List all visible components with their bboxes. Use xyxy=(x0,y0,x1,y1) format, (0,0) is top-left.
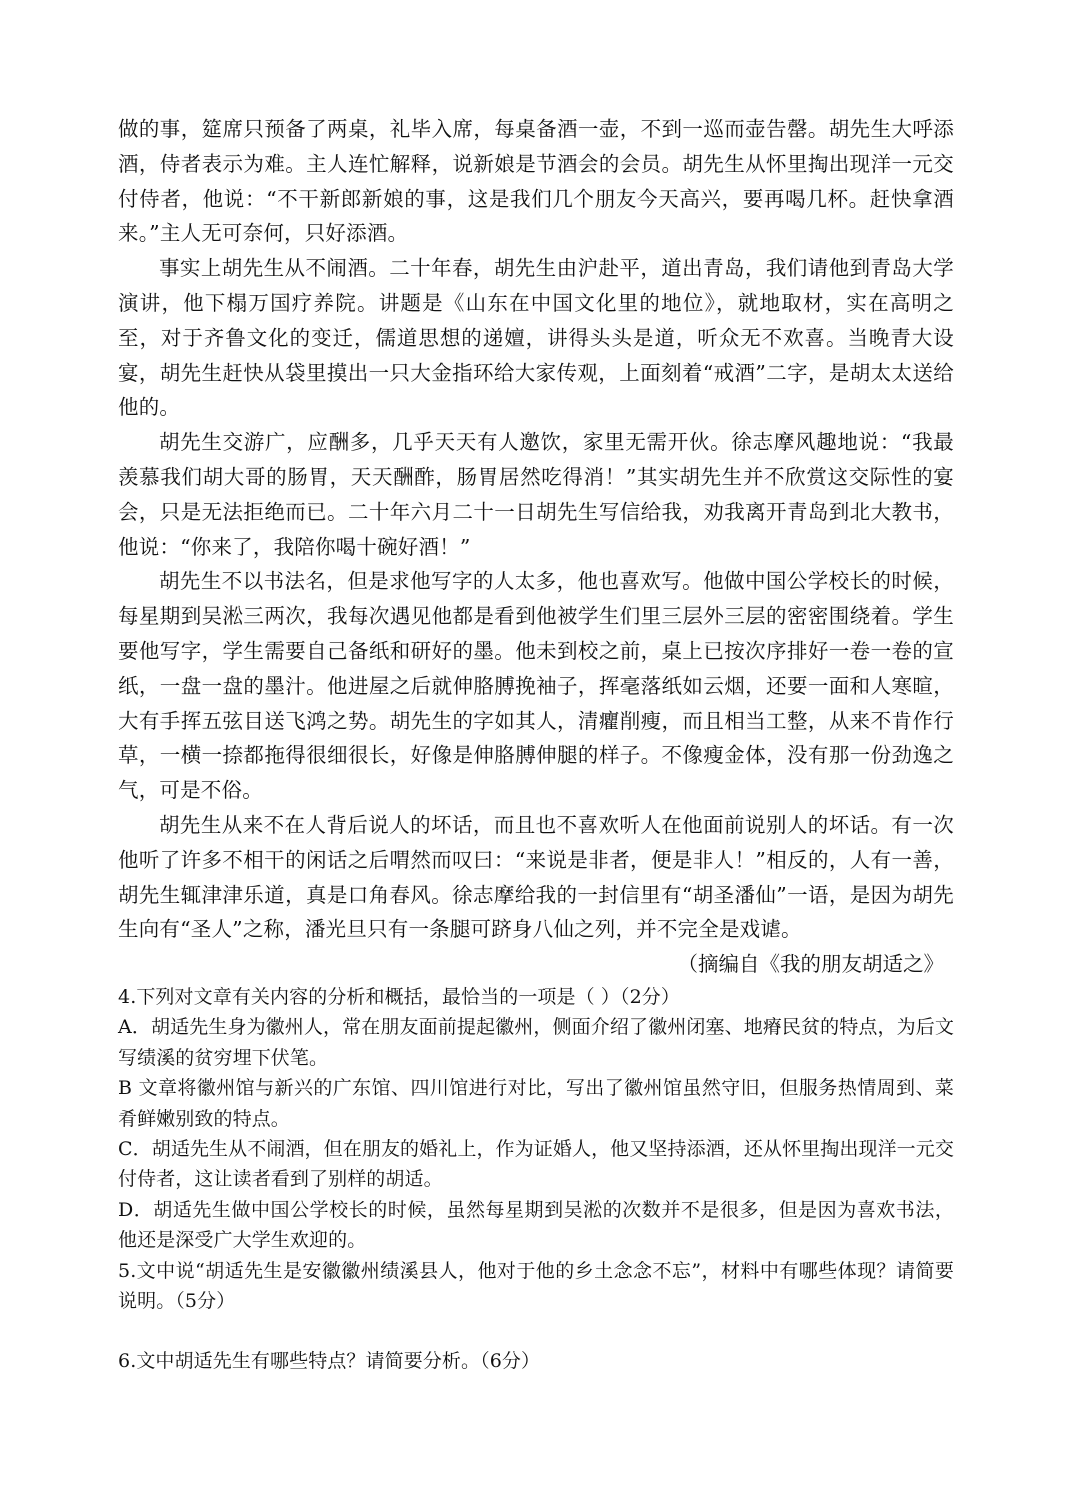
question-4-option-c: C．胡适先生从不闹酒，但在朋友的婚礼上，作为证婚人，他又坚持添酒，还从怀里掏出现洋一元交付侍者，这让读者看到了别样的胡适。 xyxy=(118,1137,954,1191)
question-5: 5.文中说“胡适先生是安徽徽州绩溪县人，他对于他的乡土念念不忘”，材料中有哪些体现？请简要说明。（5分） xyxy=(118,1259,954,1312)
question-4-option-a: A．胡适先生身为徽州人，常在朋友面前提起徽州，侧面介绍了徽州闭塞、地瘠民贫的特点，为后文写绩溪的贫穷埋下伏笔。 xyxy=(118,1016,954,1069)
question-4-option-b: B 文章将徽州馆与新兴的广东馆、四川馆进行对比，写出了徽州馆虽然守旧，但服务热情周到、菜肴鲜嫩别致的特点。 xyxy=(118,1077,954,1130)
article-paragraph: 胡先生从来不在人背后说人的坏话，而且也不喜欢听人在他面前说别人的坏话。有一次他听了许多不相干的闲话之后喟然而叹曰：“来说是非者，便是非人！”相反的，人有一善，胡先生辄津津乐道，真是口角春风。徐志摩给我的一封信里有“胡圣潘仙”一语，是因为胡先生向有“圣人”之称，潘光旦只有一条腿可跻身八仙之列，并不完全是戏谑。 xyxy=(118,812,954,942)
question-6: 6.文中胡适先生有哪些特点？请简要分析。（6分） xyxy=(118,1350,541,1373)
article-paragraph: 做的事，筵席只预备了两桌，礼毕入席，每桌备酒一壶，不到一巡而壶告罄。胡先生大呼添酒，侍者表示为难。主人连忙解释，说新娘是节酒会的会员。胡先生从怀里掏出现洋一元交付侍者，他说：“不干新郎新娘的事，这是我们几个朋友今天高兴，要再喝几杯。赶快拿酒来。”主人无可奈何，只好添酒。 xyxy=(118,117,954,246)
article-source: （摘编自《我的朋友胡适之》 xyxy=(677,952,944,977)
question-4-stem: 4.下列对文章有关内容的分析和概括，最恰当的一项是（ ）（2分） xyxy=(118,985,680,1008)
answer-space xyxy=(118,1316,954,1346)
article-paragraph: 胡先生交游广，应酬多，几乎天天有人邀饮，家里无需开伙。徐志摩风趣地说：“我最羡慕我们胡大哥的肠胃，天天酬酢，肠胃居然吃得消！”其实胡先生并不欣赏这交际性的宴会，只是无法拒绝而已。二十年六月二十一日胡先生写信给我，劝我离开青岛到北大教书，他说：“你来了，我陪你喝十碗好酒！” xyxy=(118,430,954,559)
article-paragraph: 胡先生不以书法名，但是求他写字的人太多，他也喜欢写。他做中国公学校长的时候，每星期到吴淞三两次，我每次遇见他都是看到他被学生们里三层外三层的密密围绕着。学生要他写字，学生需要自己备纸和研好的墨。他未到校之前，桌上已按次序排好一卷一卷的宣纸，一盘一盘的墨汁。他进屋之后就伸胳膊挽袖子，挥毫落纸如云烟，还要一面和人寒暄，大有手挥五弦目送飞鸿之势。胡先生的字如其人，清癯削瘦，而且相当工整，从来不肯作行草，一横一捺都拖得很细很长，好像是伸胳膊伸腿的样子。不像瘦金体，没有那一份劲逸之气，可是不俗。 xyxy=(118,569,954,803)
article-paragraph: 事实上胡先生从不闹酒。二十年春，胡先生由沪赴平，道出青岛，我们请他到青岛大学演讲，他下榻万国疗养院。讲题是《山东在中国文化里的地位》，就地取材，实在高明之至，对于齐鲁文化的变迁，儒道思想的递嬗，讲得头头是道，听众无不欢喜。当晚青大设宴，胡先生赶快从袋里摸出一只大金指环给大家传观，上面刻着“戒酒”二字，是胡太太送给他的。 xyxy=(118,256,954,420)
document-page xyxy=(118,112,954,1377)
question-4-option-d: D．胡适先生做中国公学校长的时候，虽然每星期到吴淞的次数并不是很多，但是因为喜欢书法，他还是深受广大学生欢迎的。 xyxy=(118,1198,954,1252)
